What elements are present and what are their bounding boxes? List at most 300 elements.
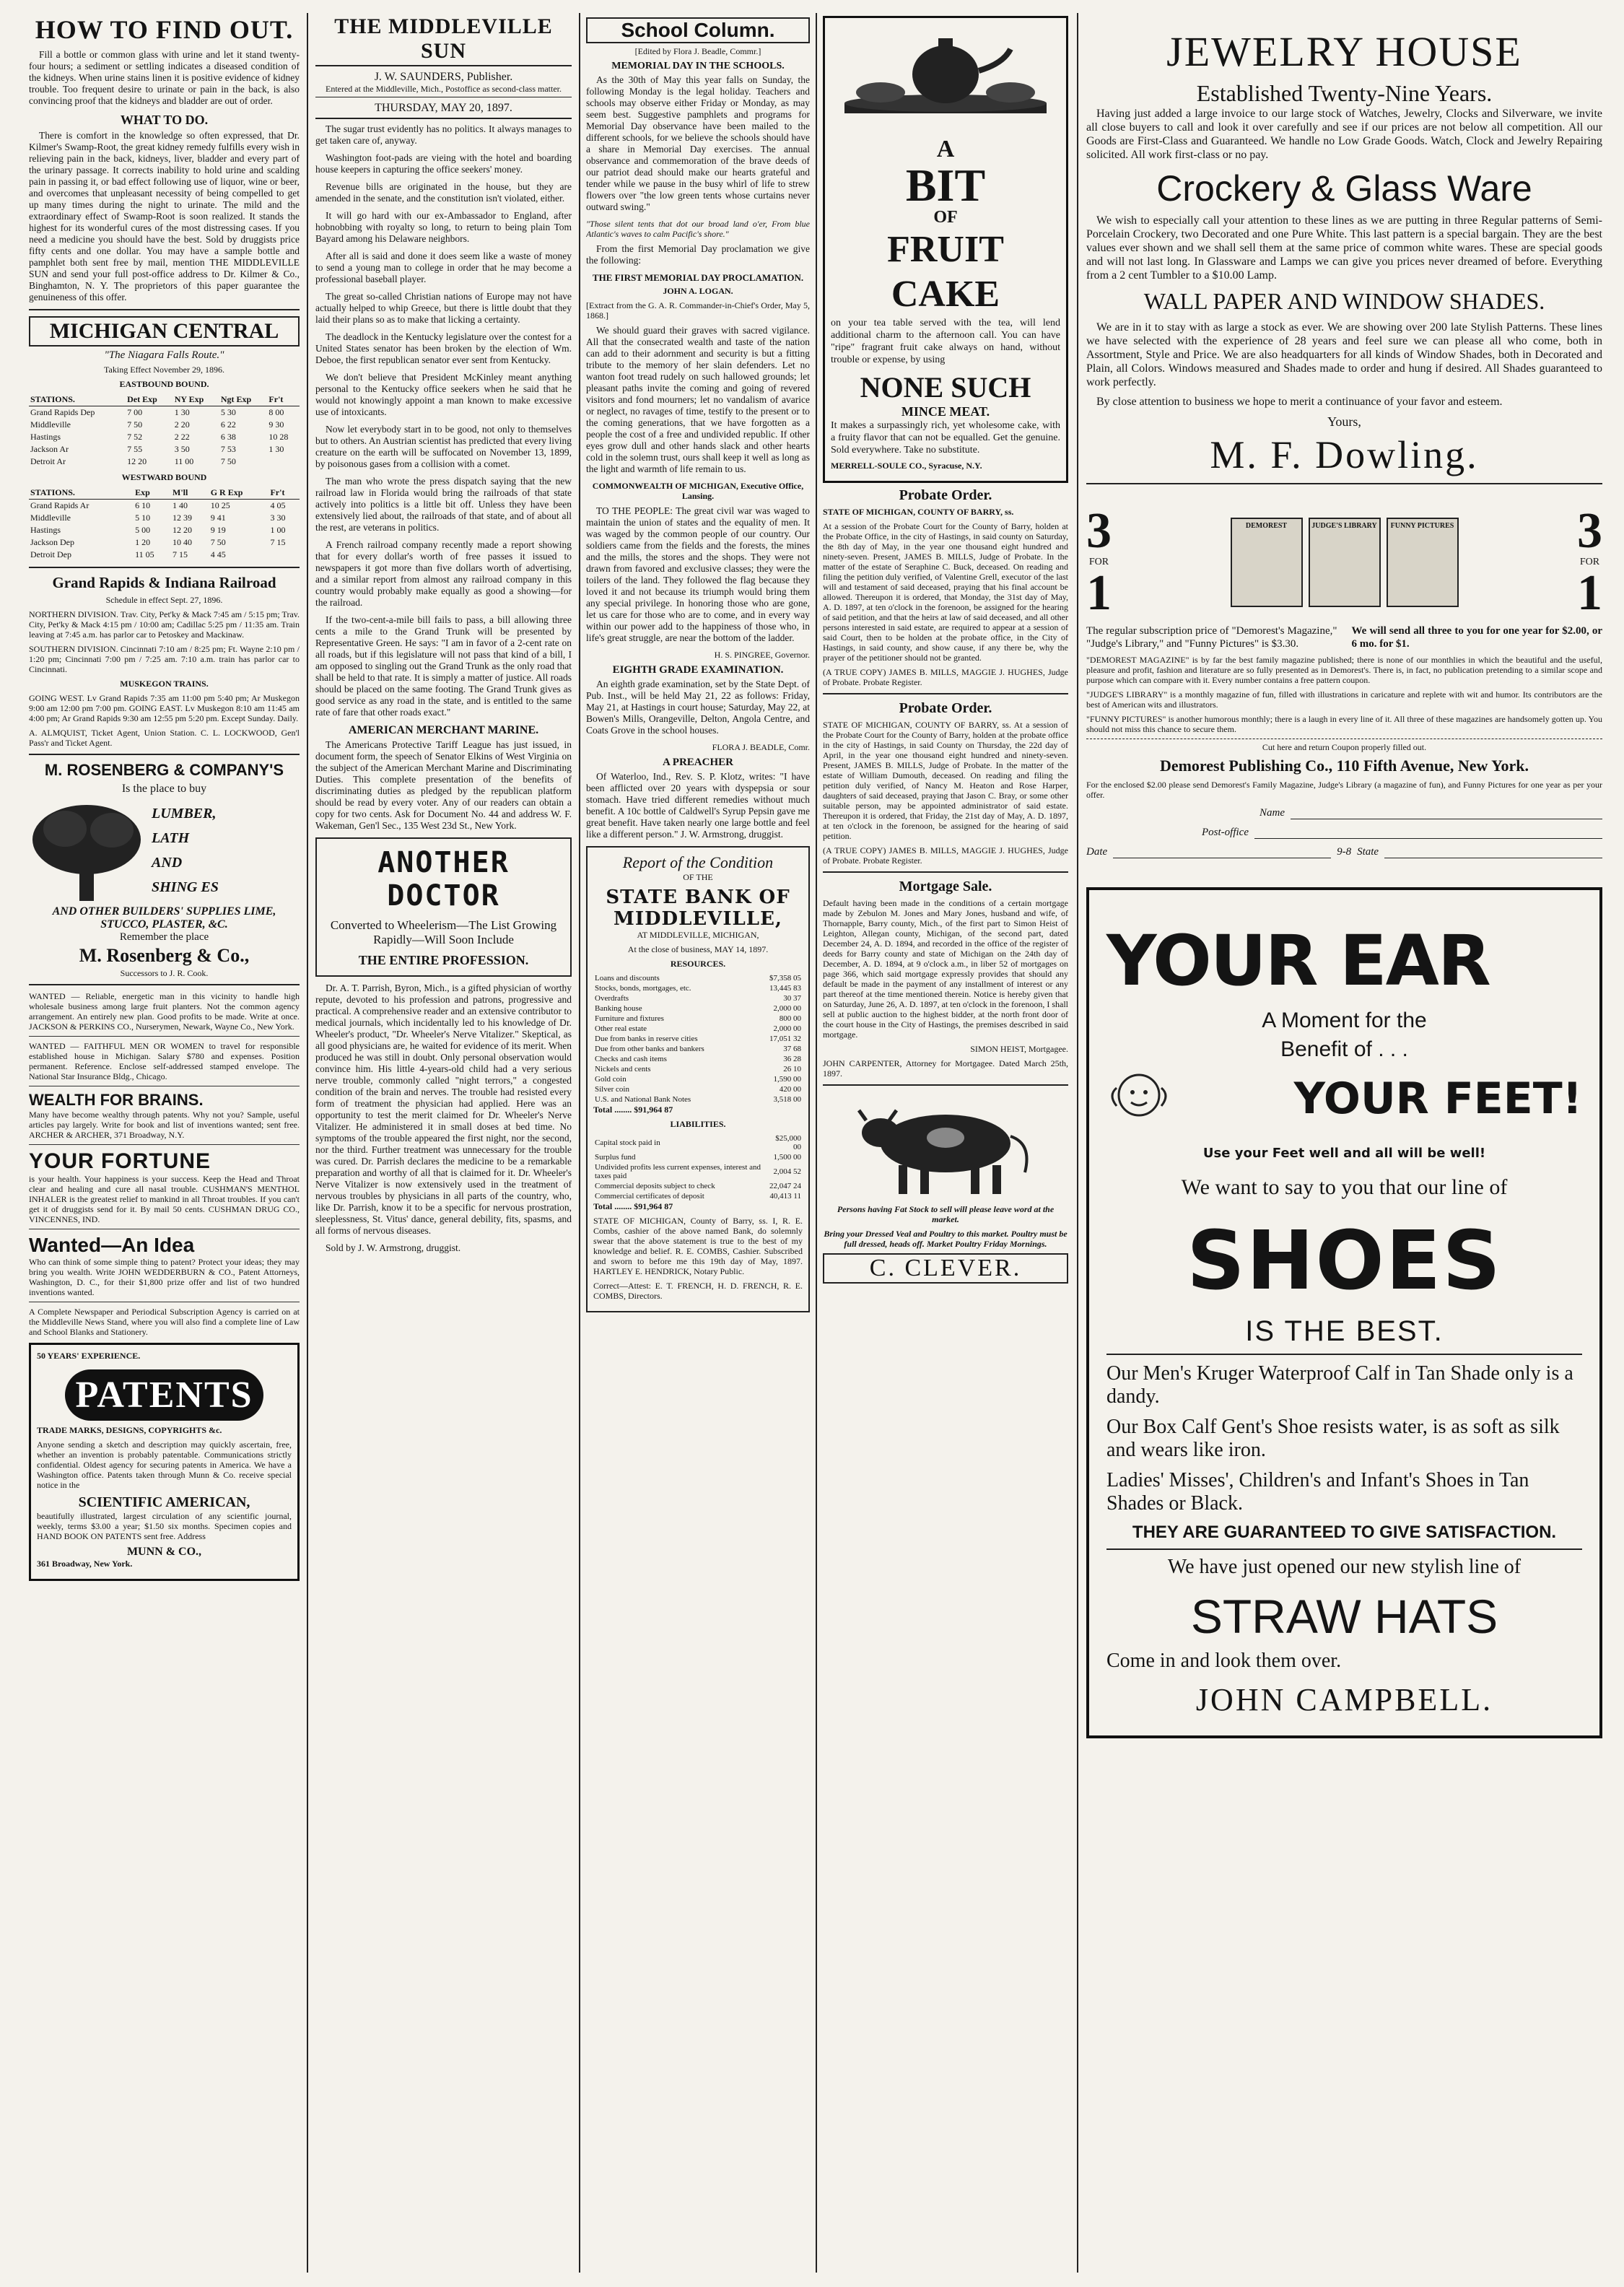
lumber-item: LUMBER, <box>152 806 217 822</box>
muskegon-heading: MUSKEGON TRAINS. <box>120 679 209 689</box>
table-cell: 7 50 <box>210 537 226 547</box>
probate-1-heading: Probate Order. <box>899 487 992 503</box>
table-row <box>29 512 300 524</box>
patents-address: 361 Broadway, New York. <box>37 1559 133 1569</box>
shoes-word: SHOES <box>1187 1214 1502 1308</box>
wall-paper-text: We are in it to stay with as large a stock as ever. We are showing over 200 late Stylish Patterns. These lines we have selected with the experience of 28 years and feel sure we can please all who come, both in Assortment, Style and Price. We are also headquarters for all kinds of Window Shades, both in Decorated and Plain, all Colors. Windows measured and Shades made to order and hung if desired. All Shades guaranteed to work perfectly. <box>1086 321 1602 388</box>
dowling-name: M. F. Dowling. <box>1210 433 1479 476</box>
what-to-do-heading: WHAT TO DO. <box>120 113 209 127</box>
masthead: THE MIDDLEVILLE SUN <box>315 14 572 66</box>
school-column-title: School Column. <box>586 17 810 43</box>
probate-2-heading: Probate Order. <box>899 700 992 716</box>
table-row <box>593 1034 803 1044</box>
field-label: Name <box>1260 807 1285 819</box>
column-1 <box>29 13 300 2273</box>
entire-profession: THE ENTIRE PROFESSION. <box>358 953 529 967</box>
table-cell: Jackson Dep <box>30 537 74 547</box>
table-row <box>593 1024 803 1034</box>
table-cell: 12 20 <box>127 456 147 466</box>
divider <box>29 1036 300 1037</box>
table-cell: 12 20 <box>173 525 193 535</box>
table-cell: 11 05 <box>135 549 154 559</box>
editorial-paragraph: It will go hard with our ex-Ambassador to England, after hobnobbing with royalty so long, to return to being plain Tom Bayard among his Delaware neighbors. <box>315 210 572 244</box>
editorial-paragraph: We don't believe that President McKinley meant anything personal to the Kentucky office seekers when he said that he would not knowingly appoint a man known to make excessive use of intoxicants. <box>315 372 572 417</box>
another-doctor-sub: Converted to Wheelerism—The List Growing Rapidly—Will Soon Include <box>330 918 557 946</box>
table-row <box>593 1074 803 1084</box>
ear-product-2: Our Box Calf Gent's Shoe resists water, is as soft as silk and wears like iron. <box>1106 1416 1560 1461</box>
resources-table <box>593 973 803 1105</box>
muskegon-agents: A. ALMQUIST, Ticket Agent, Union Station. C. L. LOCKWOOD, Gen'l Pass'r and Ticket Agent. <box>29 728 300 748</box>
table-header: Ngt Exp <box>219 393 268 406</box>
pingree-intro: From the first Memorial Day proclamation we give the following: <box>586 243 810 266</box>
idea-text: Who can think of some simple thing to patent? Protect your ideas; they may bring you wealth. Write JOHN WEDDERBURN & CO., Patent Attorneys, Washington, D. C., for their $1,800 prize offer and list of two hundred inventions wanted. <box>29 1257 300 1297</box>
table-row <box>593 1003 803 1014</box>
table-row <box>593 1014 803 1024</box>
people-text: TO THE PEOPLE: The great civil war was waged to maintain the union of states and the equality of men. It was waged by the common people of our country. Our soldiers came from the fields and the forests, the mines and the mills, the stores and the shops. They were not drawn from favored and exclusive classes; they were the toilers of the land. They followed the flag because they loved it and not because its triumph would bring them any special privilege. In honoring those who are gone, let us care for those who are to come, and in every way within our power add to the happiness of those who, in life's great struggle, are near the bottom of the ladder. <box>586 505 810 643</box>
editorial-paragraph: The deadlock in the Kentucky legislature over the contest for a United States senator has been broken by the election of Wm. Deboe, the first republican senator ever sent from Kentucky. <box>315 331 572 365</box>
table-cell: 7 55 <box>127 444 143 454</box>
field-label: Post-office <box>1202 827 1249 838</box>
table-cell <box>267 456 300 468</box>
column-rule <box>307 13 308 2273</box>
column-rule <box>816 13 817 2273</box>
table-cell: 7 00 <box>127 407 143 417</box>
ear-use: Use your Feet well and all will be well! <box>1202 1146 1486 1161</box>
table-cell: 3,518 00 <box>773 1095 801 1104</box>
table-cell: 13,445 83 <box>769 984 801 993</box>
bank-of-the: OF THE <box>683 872 713 882</box>
your-feet: YOUR FEET! <box>1293 1073 1582 1124</box>
commonwealth-heading: COMMONWEALTH OF MICHIGAN, Executive Office, Lansing. <box>592 481 804 501</box>
table-cell: 40,413 11 <box>769 1192 801 1201</box>
table-cell: Other real estate <box>595 1024 647 1033</box>
table-cell: $25,000 00 <box>775 1134 801 1151</box>
scientific-american: SCIENTIFIC AMERICAN, <box>78 1494 250 1510</box>
magazine-label: DEMOREST <box>1245 522 1288 530</box>
fruit-of: OF <box>933 208 958 227</box>
divider <box>29 984 300 985</box>
offer-for: FOR <box>1088 557 1109 567</box>
table-cell: 1 40 <box>173 500 188 510</box>
offer-for: FOR <box>1579 557 1600 567</box>
table-cell: 22,047 24 <box>769 1182 801 1190</box>
table-row <box>29 549 300 561</box>
editorial-paragraph: The sugar trust evidently has no politics. It always manages to get taken care of, anyway. <box>315 123 572 146</box>
fruit-text: on your tea table served with the tea, will lend additional charm to the afternoon call. You can have "ripe" fragrant fruit cake always on hand, without trouble or expense, by using <box>831 318 1060 365</box>
ear-want: We want to say to you that our line of <box>1181 1175 1508 1199</box>
lumber-items <box>152 801 219 899</box>
table-row <box>593 973 803 983</box>
editorial-paragraph: Now let everybody start in to be good, not only to themselves but to others. An Austrian scientist has predicted that every living creature on the earth will be suffocated on November 13, 1899, by poisonous gases from a collision with a comet. <box>315 424 572 469</box>
coupon-note: Cut here and return Coupon properly filled out. <box>1086 739 1602 752</box>
field-line <box>1384 846 1602 858</box>
ear-is-best: IS THE BEST. <box>1245 1315 1444 1347</box>
table-cell: 4 45 <box>210 549 226 559</box>
table-cell: 1 30 <box>174 407 190 417</box>
magazine-label: JUDGE'S LIBRARY <box>1311 522 1377 530</box>
demorest-publisher: Demorest Publishing Co., 110 Fifth Avenue, New York. <box>1159 757 1529 775</box>
logan-name: JOHN A. LOGAN. <box>663 286 733 296</box>
table-row <box>29 536 300 549</box>
fortune-text: is your health. Your happiness is your success. Keep the Head and Throat clear and healing and cure all nasal trouble. CUSHMAN'S MENTHOL INHALER is the greatest relief to mankind in all Throat troubles. If you can't get it of druggists send for it. By mail 50 cents. CUSHMAN DRUG CO., VINCENNES, IND. <box>29 1174 300 1224</box>
offer-right <box>1577 503 1602 621</box>
patents-years: 50 YEARS' EXPERIENCE. <box>37 1351 141 1361</box>
exam-heading: EIGHTH GRADE EXAMINATION. <box>612 664 784 676</box>
table-row <box>593 993 803 1003</box>
campbell-shoe-ad <box>1086 887 1602 1738</box>
merchant-marine-text: The Americans Protective Tariff League has just issued, in document form, the speech of Senator Elkins of West Virginia on the subject of the American Merchant Marine and Discriminating Duties. This complete presentation of the benefits of discriminating duties as pledged by the republican platform should be read by every voter. Any of our readers can obtain a copy for two cents. Ask for Document No. 44 and address W. F. Wakeman, Gen'l Sec., 135 West 23d St., New York. <box>315 739 572 831</box>
table-cell: 1,500 00 <box>773 1153 801 1162</box>
table-header: G R Exp <box>209 487 269 500</box>
table-cell <box>269 549 300 561</box>
gri-title: Grand Rapids & Indiana Railroad <box>52 574 276 591</box>
ear-opened: We have just opened our new stylish line of <box>1167 1556 1522 1578</box>
table-cell: Hastings <box>30 432 61 442</box>
table-row <box>593 1094 803 1105</box>
resources-heading: RESOURCES. <box>670 959 726 969</box>
divider <box>29 1144 300 1145</box>
magazine-label: FUNNY PICTURES <box>1390 522 1454 530</box>
table-cell: Middleville <box>30 419 71 430</box>
editorial-paragraph: Washington foot-pads are vieing with the hotel and boarding house keepers in capturing the office seekers' money. <box>315 152 572 175</box>
table-cell: 2 22 <box>174 432 190 442</box>
table-cell: 7 50 <box>220 456 236 466</box>
logan-text: We should guard their graves with sacred vigilance. All that the consecrated wealth and taste of the nation can add to their adornment and security is but a fitting tribute to the memory of her slain defenders. Let no wanton foot tread rudely on such hallowed grounds; let pleasant paths invite the coming and going of revered visitors and fond mourners; let no vandalism of avarice or neglect, no ravages of time, testify to the present or to the coming generations, that we have forgotten as a people the cost of a free and undivided republic. If other eyes grow dull and other hands slack and other hearts cold in the solemn trust, ours shall keep it well as long as the light and warmth of life remain to us. <box>586 325 810 474</box>
table-row <box>29 431 300 443</box>
memorial-heading: MEMORIAL DAY IN THE SCHOOLS. <box>611 61 785 71</box>
field-label: Date <box>1086 846 1108 858</box>
jewelry-text: Having just added a large invoice to our large stock of Watches, Jewelry, Clocks and Silverware, we invite all close buyers to call and look it over carefully and see if our prices are not below all competition. All our Goods are First-Class and Guaranteed. We handle no Low Grade Goods. Watch, Clock and Jewelry Repairing solicited. All work first-class or no pay. <box>1086 108 1602 161</box>
mc-westbound-table <box>29 487 300 561</box>
table-cell: Checks and cash items <box>595 1055 667 1063</box>
table-cell: 2 20 <box>174 419 190 430</box>
table-row <box>29 456 300 468</box>
column-2 <box>315 13 572 2273</box>
offer-left <box>1086 503 1112 621</box>
table-cell: Due from other banks and bankers <box>595 1045 704 1053</box>
table-cell: 2,004 52 <box>773 1167 801 1176</box>
rosenberg-successors: Successors to J. R. Cook. <box>120 968 209 978</box>
table-cell: 7 15 <box>173 549 188 559</box>
exam-text: An eighth grade examination, set by the State Dept. of Pub. Inst., will be held May 21, 22 as follows: Friday, May 21, at Hastings in court house; Saturday, May 22, at Bowen's Mills, Orangeville, Delton, Angola Centre, and Coats Grove in the school houses. <box>586 679 810 736</box>
doctor-sold: Sold by J. W. Armstrong, druggist. <box>326 1242 461 1253</box>
entered-note: Entered at the Middleville, Mich., Postoffice as second-class matter. <box>315 84 572 97</box>
first-memorial-heading: THE FIRST MEMORIAL DAY PROCLAMATION. <box>592 272 804 283</box>
table-row <box>593 983 803 993</box>
offer-number: 1 <box>1086 565 1112 621</box>
table-row <box>29 406 300 419</box>
table-cell: Overdrafts <box>595 994 629 1003</box>
cherub-icon <box>1106 1066 1171 1131</box>
logan-extract: [Extract from the G. A. R. Commander-in-Chief's Order, May 5, 1868.] <box>586 300 810 321</box>
table-cell: 7 15 <box>270 537 286 547</box>
table-cell: 9 19 <box>210 525 226 535</box>
table-row <box>29 419 300 431</box>
table-cell: 11 00 <box>174 456 194 466</box>
another-doctor-ad <box>315 837 572 977</box>
field-label: State <box>1357 846 1379 858</box>
table-header: NY Exp <box>173 393 219 406</box>
ear-benefit: Benefit of . . . <box>1280 1037 1408 1061</box>
offer-prices <box>1086 624 1602 655</box>
patents-word: PATENTS <box>65 1369 263 1421</box>
offer-number: 1 <box>1577 565 1602 621</box>
table-cell: Silver coin <box>595 1085 629 1094</box>
divider <box>1086 483 1602 484</box>
table-cell: Undivided profits less current expenses, interest and taxes paid <box>595 1163 761 1180</box>
lumber-ad <box>29 800 300 901</box>
table-cell: 6 10 <box>135 500 151 510</box>
magazine-offer <box>1086 503 1602 621</box>
table-cell: 5 10 <box>135 513 151 523</box>
field-line <box>1113 846 1331 858</box>
tea-set-icon <box>837 24 1054 132</box>
close-attention-text: By close attention to business we hope to merit a continuance of your favor and esteem. <box>1096 396 1503 408</box>
editorial-paragraph: A French railroad company recently made a report showing that for every dollar's worth of free passes it issued to newspapers it got more than five dollars worth of advertising, and a similar report from almost any railroad company in this country would probably make equally as good a showing—for the railroad. <box>315 539 572 608</box>
table-cell: 6 22 <box>220 419 236 430</box>
patents-sci-text: beautifully illustrated, largest circulation of any scientific journal, weekly, terms $3.00 a year; $1.50 six months. Specimen copies and HAND BOOK ON PATENTS sent free. Address <box>37 1511 292 1541</box>
column-3 <box>586 13 810 2273</box>
complete-agency-text: A Complete Newspaper and Periodical Subscription Agency is carried on at the Middleville News Stand, where you will also find a complete line of Law and School Blanks and Stationery. <box>29 1307 300 1337</box>
table-cell: 10 25 <box>210 500 230 510</box>
rosenberg-title: M. ROSENBERG & COMPANY'S <box>44 761 284 779</box>
table-cell: $7,358 05 <box>769 974 801 983</box>
offer-send: We will send all three to you for one year for $2.00, or 6 mo. for $1. <box>1351 625 1602 650</box>
rosenberg-other: AND OTHER BUILDERS' SUPPLIES LIME, STUCCO, PLASTER, &C. <box>52 905 276 931</box>
enclosed-text: For the enclosed $2.00 please send Demorest's Family Magazine, Judge's Library (a magazine of fun), and Funny Pictures for one year as per your offer. <box>1086 780 1602 800</box>
table-cell: Due from banks in reserve cities <box>595 1034 698 1043</box>
wealth-text: Many have become wealthy through patents. Why not you? Sample, useful articles pay largely. Write for book and list of inventions wanted; sent free. ARCHER & ARCHER, 371 Broadway, N.Y. <box>29 1110 300 1140</box>
table-cell: 800 00 <box>779 1014 801 1023</box>
fruit-a: A <box>936 136 955 162</box>
bank-total-liabilities: Total ........ $91,964 87 <box>593 1201 673 1211</box>
column-4 <box>823 13 1068 2273</box>
table-cell: Hastings <box>30 525 61 535</box>
preacher-text: Of Waterloo, Ind., Rev. S. P. Klotz, writes: "I have been afflicted over 20 years with dyspepsia or sour stomach. Have tried different remedies without much benefit. A 10c bottle of Caldwell's Syrup Pepsin gave me great benefit. Have taken nearly one large bottle and feel like a different person." J. W. Armstrong, druggist. <box>586 771 810 840</box>
table-cell: 6 38 <box>220 432 236 442</box>
table-cell: 9 30 <box>269 419 284 430</box>
divider <box>1106 1548 1582 1550</box>
ear-come: Come in and look them over. <box>1106 1650 1342 1672</box>
how-paragraph-1: Fill a bottle or common glass with urine and let it stand twenty-four hours; a sediment or settling indicates a diseased condition of the kidneys. When urine stains linen it is positive evidence of kidney trouble. Too frequent desire to urinate or pain in the back, is also convincing proof that the kidneys and bladder are out of order. <box>29 49 300 106</box>
table-cell: 2,000 00 <box>773 1004 801 1013</box>
table-cell: 3 30 <box>270 513 286 523</box>
table-header: STATIONS. <box>29 393 126 406</box>
coupon-postoffice-field[interactable] <box>1202 827 1602 839</box>
table-header: STATIONS. <box>29 487 134 500</box>
coupon-name-field[interactable] <box>1260 807 1602 819</box>
column-5 <box>1086 13 1602 2273</box>
table-cell: 5 00 <box>135 525 151 535</box>
table-row <box>29 443 300 456</box>
lumber-item: SHING ES <box>152 879 219 895</box>
mortgage-heading: Mortgage Sale. <box>899 879 992 894</box>
bank-total-resources: Total ........ $91,964 87 <box>593 1105 673 1115</box>
table-cell: 2,000 00 <box>773 1024 801 1033</box>
table-cell: Gold coin <box>595 1075 627 1084</box>
divider <box>823 1084 1068 1086</box>
crockery-text: We wish to especially call your attention to these lines as we are putting in three Regular patterns of Semi-Porcelain Crockery, two Decorated and one Pure White. This last pattern is a special bargain. They are the best values ever shown and we shall sell them at the same price of common white wares. These are special goods and will not last long. In Glassware and Lamps we can give you prices never dreamed of before. Everything from a 2 cent Tumbler to a $10.00 Lamp. <box>1086 214 1602 282</box>
funny-text: "FUNNY PICTURES" is another humorous monthly; there is a laugh in every line of it. All three of these magazines are handsomely gotten up. You should not miss this chance to secure them. <box>1086 714 1602 734</box>
magazine-cover <box>1231 518 1303 607</box>
table-cell: U.S. and National Bank Notes <box>595 1095 691 1104</box>
table-cell: 26 10 <box>783 1065 801 1073</box>
table-row <box>29 500 300 513</box>
table-cell: 420 00 <box>779 1085 801 1094</box>
rosenberg-remember: Remember the place <box>119 931 209 943</box>
wealth-title: WEALTH FOR BRAINS. <box>29 1091 204 1109</box>
table-cell: 9 41 <box>210 513 226 523</box>
ear-product-1: Our Men's Kruger Waterproof Calf in Tan Shade only is a dandy. <box>1106 1362 1573 1408</box>
patents-munn: MUNN & CO., <box>126 1546 202 1558</box>
fruit-maker: MERRELL-SOULE CO., Syracuse, N.Y. <box>831 461 982 471</box>
fruit-cake-ad <box>823 16 1068 483</box>
probate-1-signature: (A TRUE COPY) JAMES B. MILLS, MAGGIE J. HUGHES, Judge of Probate. Probate Register. <box>823 667 1068 687</box>
bank-oath: STATE OF MICHIGAN, County of Barry, ss. I, R. E. Combs, cashier of the above named Bank, do solemnly swear that the above statement is true to the best of my knowledge and belief. R. E. COMBS, Cashier. Subscribed and sworn to before me this 19th day of May, 1897. HARTLEY E. HENDRICK, Notary Public. <box>593 1216 803 1276</box>
tree-icon <box>29 800 144 901</box>
another-doctor-title: ANOTHER DOCTOR <box>377 846 510 912</box>
memorial-verse: "Those silent tents that dot our broad land o'er, From blue Atlantic's waves to calm Pacific's shore." <box>586 219 810 239</box>
demorest-text: "DEMOREST MAGAZINE" is by far the best family magazine published; there is none of our monthlies in which the beautiful and the useful, pleasure and profit, fashion and literature are so fully presented as in Demorest's. There is, in fact, no publication pretending to a similar scope and purpose which can compare with it. Every number contains a free pattern coupon. <box>1086 655 1602 685</box>
editorial-paragraph: After all is said and done it does seem like a waste of money to send a young man to college in order that he may become a professional baseball player. <box>315 251 572 284</box>
school-edited: [Edited by Flora J. Beadle, Commr.] <box>634 46 761 56</box>
clever-name: C. CLEVER. <box>823 1253 1068 1284</box>
exam-signature: FLORA J. BEADLE, Comr. <box>712 742 810 752</box>
mortgage-attorney: JOHN CARPENTER, Attorney for Mortgagee. Dated March 25th, 1897. <box>823 1058 1068 1079</box>
table-cell: Banking house <box>595 1004 642 1013</box>
judge-text: "JUDGE'S LIBRARY" is a monthly magazine of fun, filled with illustrations in caricature and replete with wit and humor. Its contributors are the best of American wits and illustrators. <box>1086 689 1602 710</box>
table-cell: Furniture and fixtures <box>595 1014 664 1023</box>
probate-1-state: STATE OF MICHIGAN, COUNTY OF BARRY, ss. <box>823 507 1014 517</box>
doctor-text: Dr. A. T. Parrish, Byron, Mich., is a gifted physician of worthy repute, devoted to his profession and patrons, progressive and practical. A comprehensive reader and an extensive contributor to medical journals, which incidentally led to his knowledge of Dr. Wheeler's product, "Dr. Wheeler's Nerve Vitalizer." Skeptical, as all good physicians are, he waited for evidence of its merit. When produced he was still in doubt. Only personal observation would convince him. His little 4-years-old child had a very serious nerve trouble, commonly called "night terrors," a congested condition of the brain and nerves. The trouble had resisted every form of treatment the physician had applied. Here was an opportunity to test the merit claimed for Dr. Wheeler's Nerve Vitalizer. He administered it in small doses at bed time. No symptoms of the trouble appeared the first night, nor the second, nor the third. Further treatment was unnecessary for the trouble was cured. Dr. Parrish declares the medicine to be a remarkable preparation and worthy of all that is claimed for it. Dr. Wheeler's Nerve Vitalizer is now extensively used in the treatment of nervous troubles by physicians in all parts of the country, who, like Dr. Parrish, know it to be a specific for nervous prostration, sleeplessness, St. Vitus' dance, general debility, fits, spasms, and all forms of nervous diseases. <box>315 983 572 1236</box>
table-cell: 1,590 00 <box>773 1075 801 1084</box>
table-cell: Jackson Ar <box>30 444 69 454</box>
rosenberg-name: M. Rosenberg & Co., <box>79 945 250 966</box>
mortgage-text: Default having been made in the conditions of a certain mortgage made by Zebulon M. Jones and Mary Jones, husband and wife, of Thornapple, Barry county, Mich., of the first part to Simon Heist of Leighton, Allegan county, Michigan, of the second part, dated December 24, A. D. 1894, and recorded in the office of the register of deeds for Barry county and state of Michigan on the 24th day of December, A. D. 1894, at 9 o'clock a.m., in liber 52 of mortgages on page 366, which said mortgage expressly provides that should any default be made in the payment of any installment of interest or any part thereof at the time mentioned therein. Notice is hereby given that on Saturday, June 26, A. D. 1897, at ten o'clock in the forenoon, I shall sell at public auction to the highest bidder, at the north front door of the court house in the City of Hastings, the premises described in said mortgage. <box>823 898 1068 1040</box>
table-cell: Detroit Ar <box>30 456 66 466</box>
mc-east-heading: EASTBOUND BOUND. <box>119 379 209 389</box>
table-cell: Commercial certificates of deposit <box>595 1192 704 1201</box>
probate-1-text: At a session of the Probate Court for the County of Barry, holden at the Probate Office, in the city of Hastings, in said county on Saturday, the 8th day of May, in the year one thousand eight hundred and ninety-seven. Present, JAMES B. MILLS, Judge of Probate. In the matter of the estate of Seraphine C. Buck, deceased. On reading and filing the petition duly verified, of Valentine Grell, executor of the last will and testament of said deceased, praying that his final account be allowed. Thereupon it is ordered, that Monday, the 31st day of May, A. D. 1897, at ten o'clock in the forenoon, be assigned for the hearing of said petition, and that the heirs at law of said deceased, and all other persons interested in said estate, are required to appear at a session of said Court, then to be holden at the probate office, in the City of Hastings, in said county, and show cause, if any there be, why the prayer of the petitioner should not be granted. <box>823 521 1068 663</box>
cow-text-2: Bring your Dressed Veal and Poultry to this market. Poultry must be full dressed, heads off. Market Poultry Friday Mornings. <box>824 1229 1068 1249</box>
table-cell: 3 50 <box>174 444 190 454</box>
table-cell: Grand Rapids Dep <box>30 407 95 417</box>
table-cell: 1 30 <box>269 444 284 454</box>
divider <box>29 754 300 755</box>
table-header: Det Exp <box>126 393 173 406</box>
table-header: Fr't <box>269 487 300 500</box>
table-cell: 10 40 <box>173 537 193 547</box>
michigan-central-title: MICHIGAN CENTRAL <box>29 316 300 347</box>
table-header: Exp <box>134 487 171 500</box>
jewelry-house-title: JEWELRY HOUSE <box>1166 28 1522 75</box>
field-code: 9-8 <box>1337 846 1352 858</box>
table-row <box>593 1044 803 1054</box>
divider <box>823 871 1068 873</box>
gri-subtitle: Schedule in effect Sept. 27, 1896. <box>105 595 223 605</box>
straw-hats: STRAW HATS <box>1190 1590 1498 1643</box>
table-row <box>593 1084 803 1094</box>
table-cell: 10 28 <box>269 432 289 442</box>
table-row <box>593 1181 803 1191</box>
wanted-ad-2: WANTED — FAITHFUL MEN OR WOMEN to travel for responsible established house in Michigan. Salary $780 and expenses. Position permanent. Reference. Enclose self-addressed stamped envelope. The National Star Insurance Bldg., Chicago. <box>29 1041 300 1081</box>
lumber-item: LATH <box>152 830 190 846</box>
table-cell: 30 37 <box>783 994 801 1003</box>
memorial-text: As the 30th of May this year falls on Sunday, the following Monday is the legal holiday. Teachers and schools may observe either Friday or Monday, as may seem best. Suggestive pamphlets and programs for Memorial Day observance have been mailed to the different schools, for we believe the schools should have a share in Memorial Day exercises. The annual observance and commemoration of the brave deeds of our patriot dead should make our hearts grateful and tender while we pause in the busy whirl of life to strew flowers over "the low green tents whose curtains never outward swing." <box>586 74 810 212</box>
mc-eastbound-table <box>29 393 300 468</box>
offer-number: 3 <box>1577 503 1602 559</box>
table-cell: Capital stock paid in <box>595 1138 660 1147</box>
idea-title: Wanted—An Idea <box>29 1234 195 1256</box>
preacher-heading: A PREACHER <box>663 757 733 768</box>
table-cell: 1 00 <box>270 525 286 535</box>
fruit-cake-word: FRUIT CAKE <box>887 229 1004 315</box>
table-cell: 17,051 32 <box>769 1034 801 1043</box>
table-cell: Surplus fund <box>595 1153 636 1162</box>
table-cell: Stocks, bonds, mortgages, etc. <box>595 984 691 993</box>
table-cell: 7 53 <box>220 444 236 454</box>
table-cell: Detroit Dep <box>30 549 71 559</box>
editorial-paragraph: If the two-cent-a-mile bill fails to pass, a bill allowing three cents a mile to the Grand Trunk will be presented by Representative Green. He says: "I am in favor of a 2-cent rate on all roads, but if this legislature will not pass that kind of a bill, I am opposed to singling out the Grand Trunk as the only road that shall be held to that rate. It is simply a matter of justice. All roads should be placed on the same footing. The Grand Trunk gives as good service as any road in the state, and is entitled to the same rate of fare that other roads exact." <box>315 614 572 718</box>
table-header: M'll <box>171 487 209 500</box>
table-cell: 12 39 <box>173 513 193 523</box>
patents-ad <box>29 1343 300 1581</box>
table-cell: Commercial deposits subject to check <box>595 1182 715 1190</box>
table-cell: Loans and discounts <box>595 974 660 983</box>
how-to-find-out-heading: HOW TO FIND OUT. <box>35 15 294 44</box>
lumber-item: AND <box>152 855 183 871</box>
table-cell: 1 20 <box>135 537 151 547</box>
table-header: Fr't <box>267 393 300 406</box>
dateline: THURSDAY, MAY 20, 1897. <box>315 102 572 119</box>
table-cell: Nickels and cents <box>595 1065 651 1073</box>
probate-2-signature: (A TRUE COPY) JAMES B. MILLS, MAGGIE J. HUGHES, Judge of Probate. Probate Register. <box>823 845 1068 866</box>
table-cell: 37 68 <box>783 1045 801 1053</box>
table-cell: Grand Rapids Ar <box>30 500 90 510</box>
merchant-marine-heading: AMERICAN MERCHANT MARINE. <box>348 724 539 736</box>
patents-marks: TRADE MARKS, DESIGNS, COPYRIGHTS &c. <box>37 1425 222 1435</box>
wall-paper-title: WALL PAPER AND WINDOW SHADES. <box>1143 288 1545 314</box>
bank-close: At the close of business, MAY 14, 1897. <box>627 944 769 954</box>
magazine-covers <box>1231 518 1459 607</box>
divider <box>823 693 1068 694</box>
fruit-text-2: It makes a surpassingly rich, yet wholesome cake, with a fruity flavor that can not be equalled. Get the genuine. Sold everywhere. Take no substitute. <box>831 420 1060 456</box>
fortune-title: YOUR FORTUNE <box>29 1149 211 1173</box>
coupon-date-state-field[interactable] <box>1086 846 1602 858</box>
publisher: J. W. SAUNDERS, Publisher. <box>374 71 513 83</box>
feet-row <box>1106 1066 1582 1131</box>
john-campbell: JOHN CAMPBELL. <box>1195 1682 1493 1717</box>
table-row <box>593 1054 803 1064</box>
rosenberg-sub: Is the place to buy <box>121 783 207 795</box>
jewelry-established: Established Twenty-Nine Years. <box>1196 80 1493 106</box>
mc-effect: Taking Effect November 29, 1896. <box>104 365 224 375</box>
how-paragraph-2: There is comfort in the knowledge so often expressed, that Dr. Kilmer's Swamp-Root, the great kidney remedy fulfills every wish in relieving pain in the back, kidneys, liver, bladder and every part of the urinary passage. It corrects inability to hold urine and scalding pain in passing it, or bad effect following use of liquor, wine or beer, and overcomes that unpleasant necessity of being compelled to get up many times during the night to urinate. The mild and the extraordinary effect of Swamp-Root is soon realized. It stands the highest for its wonderful cures of the most distressing cases. If you need a medicine you should have the best. Sold by druggists price fifty cents and one dollar. You may have a sample bottle and pamphlet both sent free by mail, mention THE MIDDLEVILLE SUN and send your full post-office address to Dr. Kilmer & Co., Binghamton, N. Y. The proprietors of this paper guarantee the genuineness of this offer. <box>29 130 300 302</box>
magazine-cover <box>1387 518 1459 607</box>
liabilities-heading: LIABILITIES. <box>670 1119 726 1129</box>
editorial-paragraph: The great so-called Christian nations of Europe may not have actually helped to whip Greece, but there is little doubt that they laid their plans so as to make that licking a certainty. <box>315 291 572 325</box>
offer-number: 3 <box>1086 503 1112 559</box>
ear-guarantee: THEY ARE GUARANTEED TO GIVE SATISFACTION. <box>1132 1523 1557 1542</box>
table-row <box>593 1191 803 1201</box>
field-line <box>1291 807 1602 819</box>
table-cell: Middleville <box>30 513 71 523</box>
divider <box>1106 1354 1582 1355</box>
newspaper-page <box>29 13 1602 2273</box>
divider <box>29 309 300 310</box>
mc-west-heading: WESTWARD BOUND <box>121 472 207 482</box>
wanted-ad-1: WANTED — Reliable, energetic man in this vicinity to handle high wholesale business among large fruit planters. Not the common agency arrangement. An entirely new plan. Good profits to be made. Write at once. JACKSON & PERKINS CO., Nurserymen, Newark, Wayne Co., New York. <box>29 991 300 1032</box>
